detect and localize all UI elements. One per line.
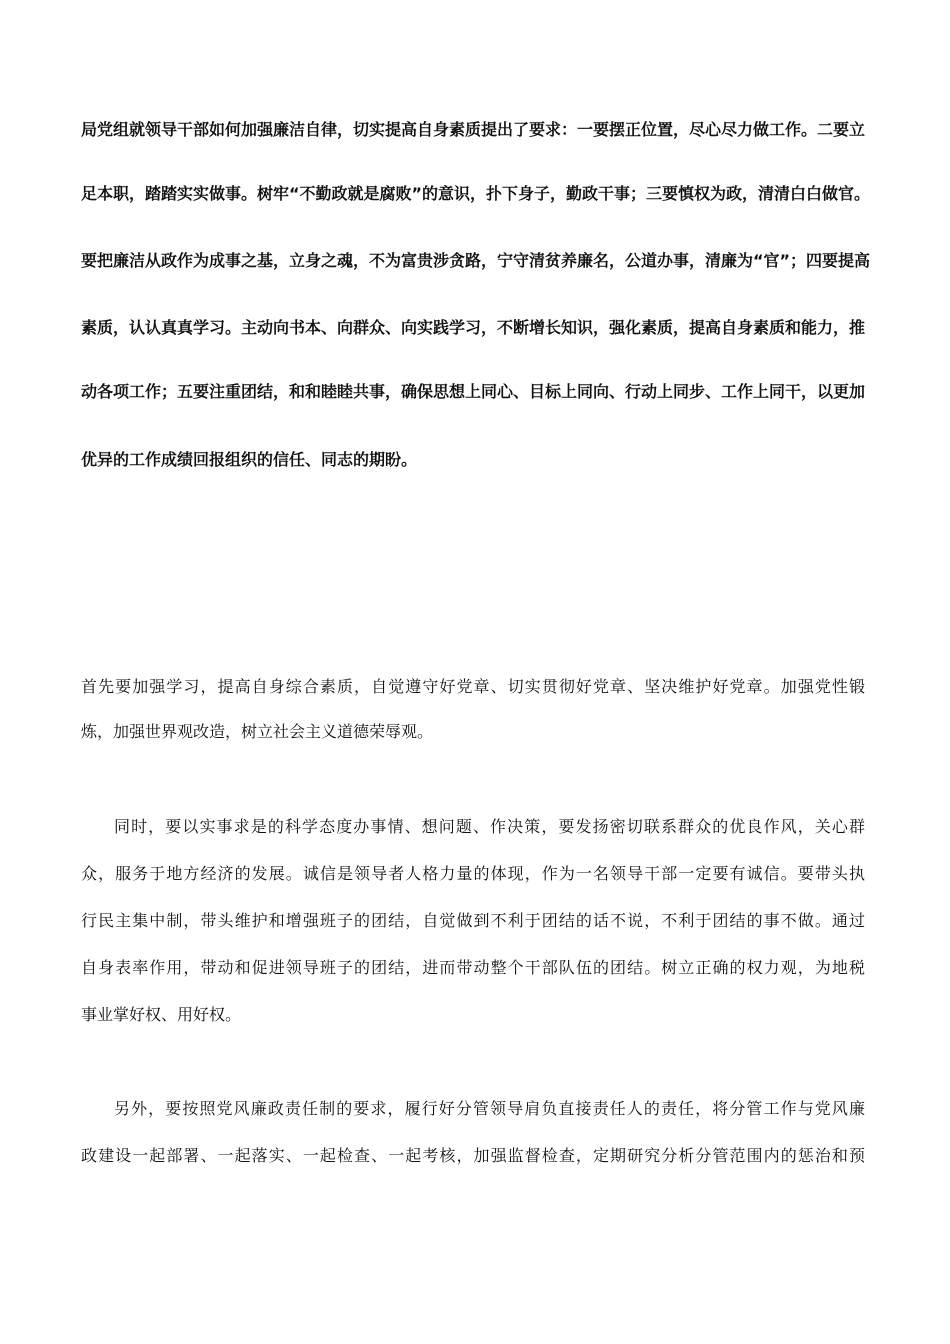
paragraph-line: 行民主集中制，带头维护和增强班子的团结，自觉做到不利于团结的话不说，不利于团结的事不做。通过 [81,911,865,930]
paragraph-line: 炼，加强世界观改造，树立社会主义道德荣辱观。 [81,722,434,741]
bold-paragraph-6: 优异的工作成绩回报组织的信任、同志的期盼。 [81,450,418,469]
paragraph-line: 自身表率作用，带动和促进领导班子的团结，进而带动整个干部队伍的团结。树立正确的权力观，为地税 [81,958,865,977]
paragraph-line: 事业掌好权、用好权。 [81,1005,242,1024]
bold-paragraph-3: 要把廉洁从政作为成事之基，立身之魂，不为富贵涉贪路，宁守清贫养廉名，公道办事，清廉为“官”；四要提高 [81,251,871,270]
paragraph-line: 另外，要按照党风廉政责任制的要求，履行好分管领导肩负直接责任人的责任，将分管工作与党风廉 [114,1099,865,1118]
paragraph-line: 政建设一起部署、一起落实、一起检查、一起考核，加强监督检查，定期研究分析分管范围内的惩治和预 [81,1146,865,1165]
bold-paragraph-1: 局党组就领导干部如何加强廉洁自律，切实提高自身素质提出了要求：一要摆正位置，尽心尽力做工作。二要立 [81,120,866,139]
bold-paragraph-4: 素质，认认真真学习。主动向书本、向群众、向实践学习，不断增长知识，强化素质，提高自身素质和能力，推 [81,318,866,337]
paragraph-line: 首先要加强学习，提高自身综合素质，自觉遵守好党章、切实贯彻好党章、坚决维护好党章。加强党性锻 [81,677,865,696]
bold-paragraph-5: 动各项工作；五要注重团结，和和睦睦共事，确保思想上同心、目标上同向、行动上同步、工作上同干，以更加 [81,382,866,401]
bold-paragraph-2: 足本职，踏踏实实做事。树牢“不勤政就是腐败”的意识，扑下身子，勤政干事；三要慎权为政，清清白白做官。 [81,184,871,203]
paragraph-line: 众，服务于地方经济的发展。诚信是领导者人格力量的体现，作为一名领导干部一定要有诚信。要带头执 [81,864,865,883]
paragraph-line: 同时，要以实事求是的科学态度办事情、想问题、作决策，要发扬密切联系群众的优良作风，关心群 [114,817,865,836]
